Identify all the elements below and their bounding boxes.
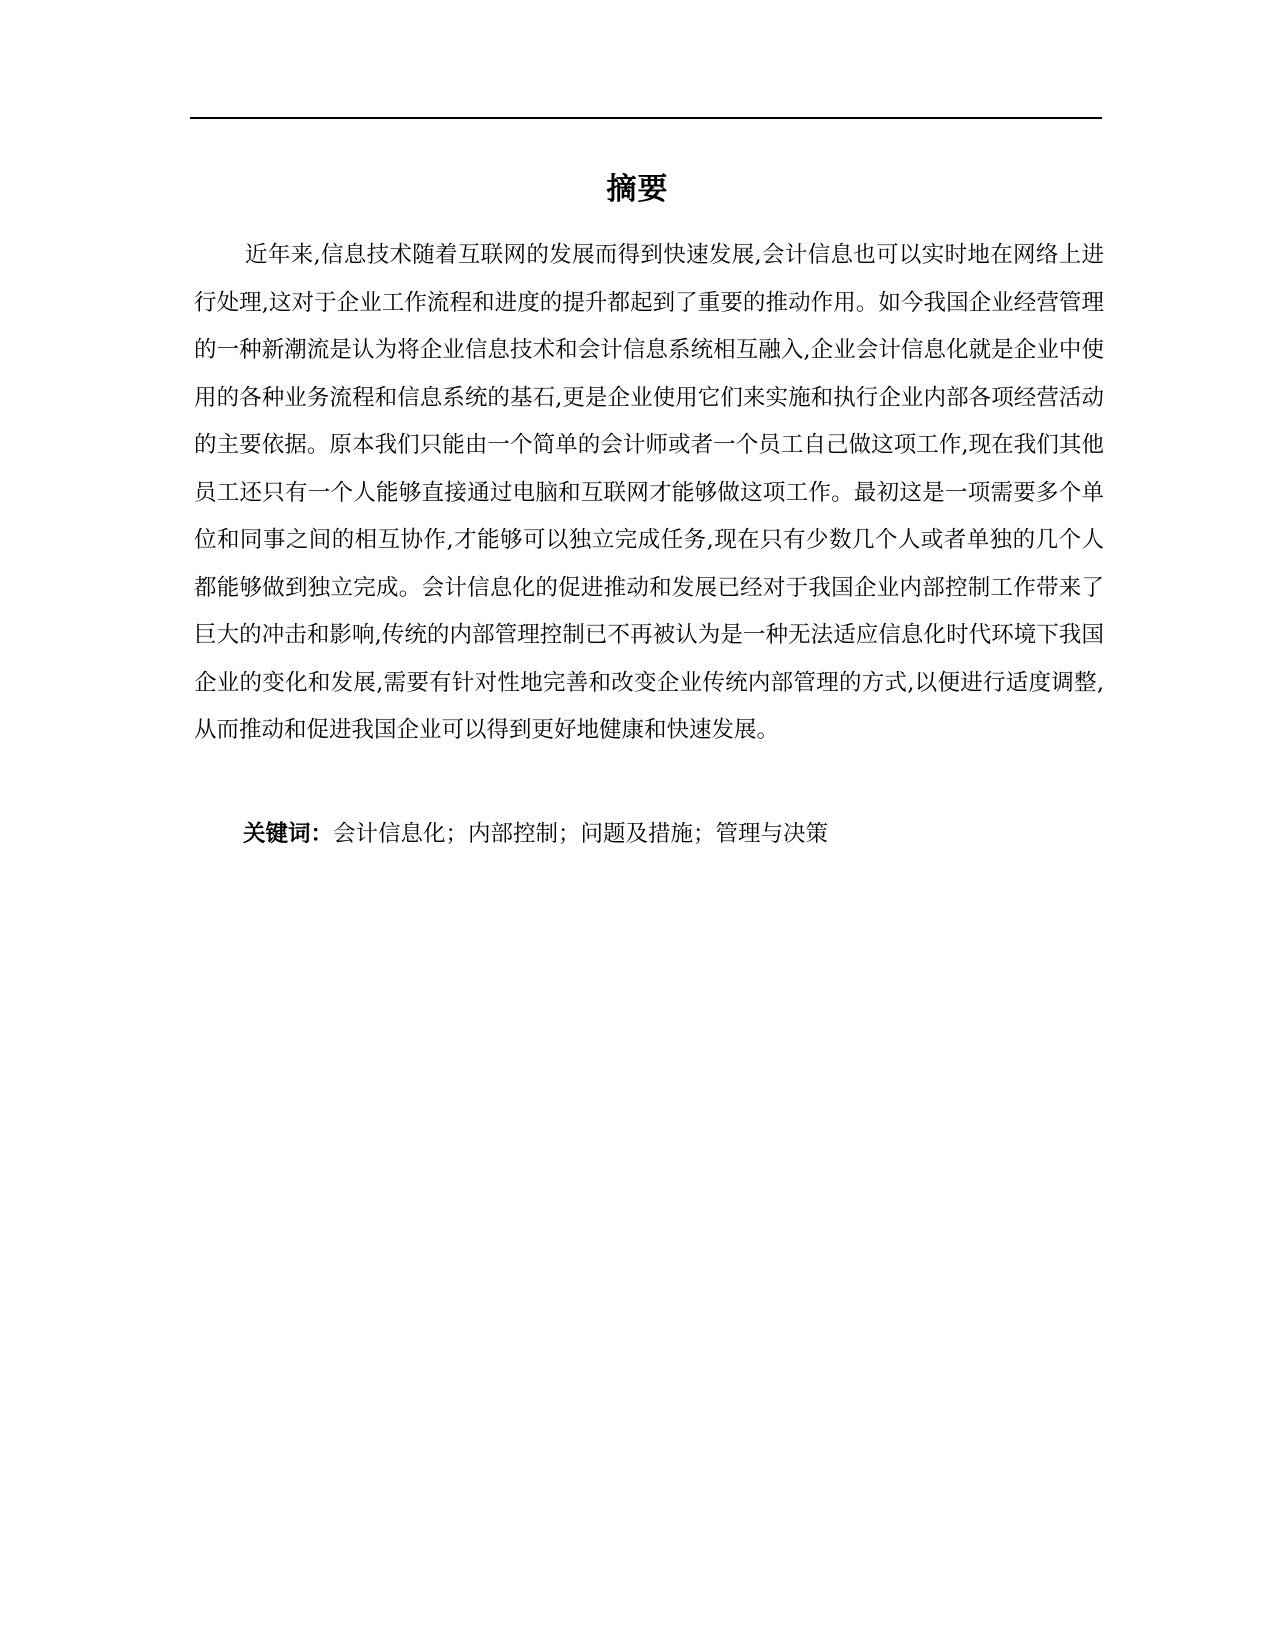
abstract-title: 摘要 <box>606 172 669 207</box>
keywords-line <box>243 811 828 858</box>
keywords-text: 会计信息化；内部控制；问题及措施；管理与决策 <box>333 821 829 847</box>
abstract-paragraph: 近年来,信息技术随着互联网的发展而得到快速发展,会计信息也可以实时地在网络上进行处理,这对于企业工作流程和进度的提升都起到了重要的推动作用。如今我国企业经营管理的一种新潮流是认为将企业信息技术和会计信息系统相互融入,企业会计信息化就是企业中使用的各种业务流程和信息系统的基石,更是企业使用它们来实施和执行企业内部各项经营活动的主要依据。原本我们只能由一个简单的会计师或者一个员工自己做这项工作,现在我们其他员工还只有一个人能够直接通过电脑和互联网才能够做这项工作。最初这是一项需要多个单位和同事之间的相互协作,才能够可以独立完成任务,现在只有少数几个人或者单独的几个人都能够做到独立完成。会计信息化的促进推动和发展已经对于我国企业内部控制工作带来了巨大的冲击和影响,传统的内部管理控制已不再被认为是一种无法适应信息化时代环境下我国企业的变化和发展,需要有针对性地完善和改变企业传统内部管理的方式,以便进行适度调整,从而推动和促进我国企业可以得到更好地健康和快速发展。 <box>194 242 1104 743</box>
keywords-label: 关键词： <box>243 821 334 847</box>
header-rule <box>190 117 1102 119</box>
